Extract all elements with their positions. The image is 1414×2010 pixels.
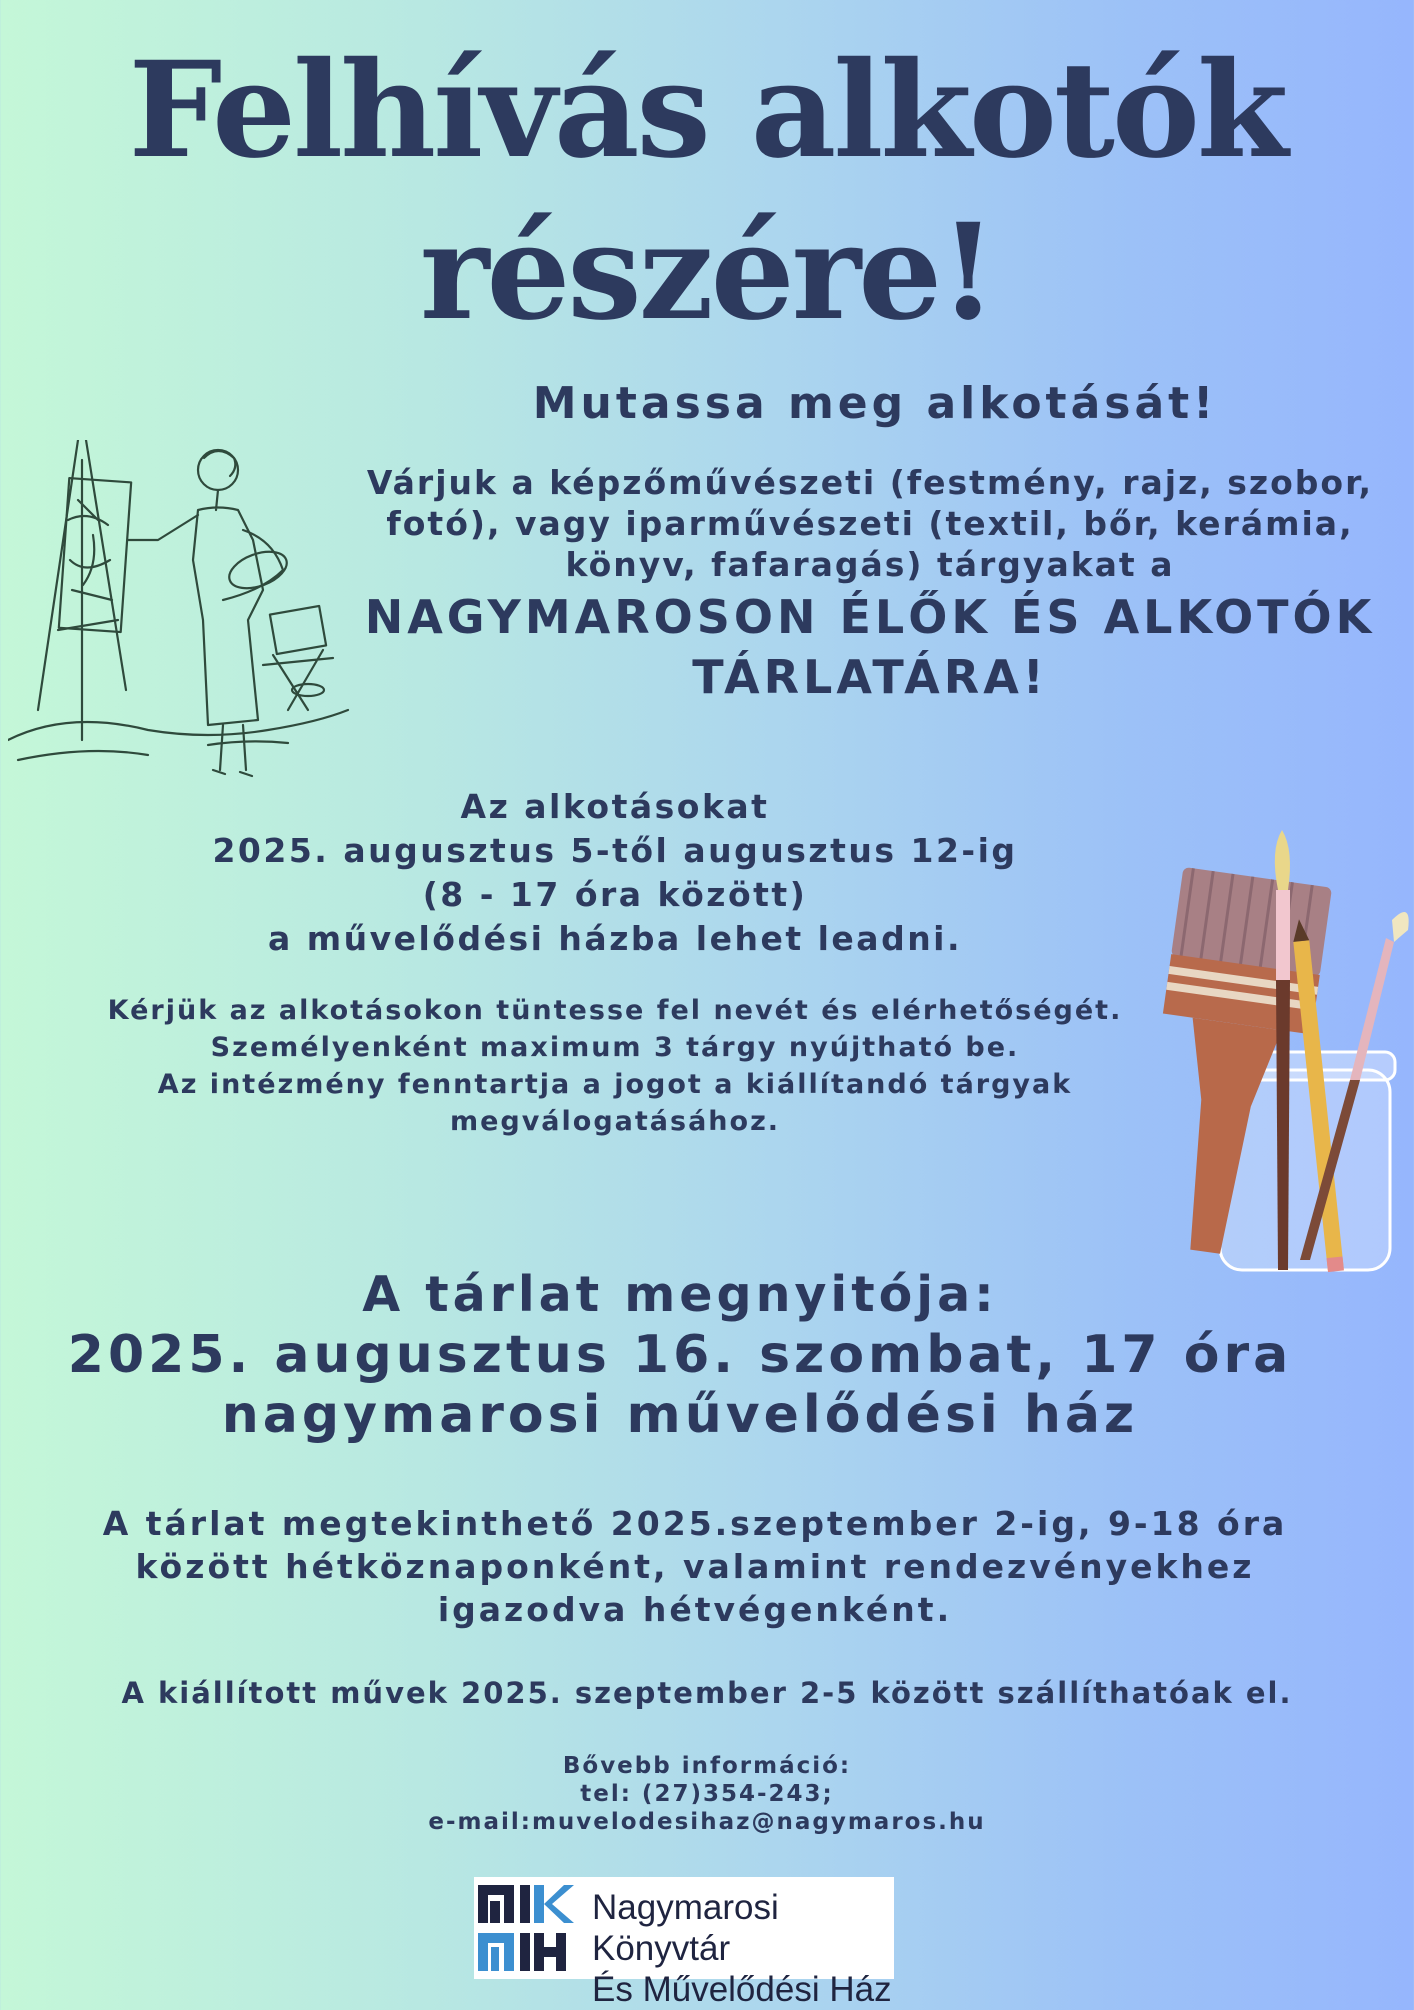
intro-text	[350, 462, 1390, 707]
opening-label: A tárlat megnyitója:	[362, 1266, 998, 1323]
dropoff-line-3: (8 - 17 óra között)	[422, 875, 808, 914]
contact-email[interactable]: e-mail:muvelodesihaz@nagymaros.hu	[428, 1809, 986, 1835]
notes	[40, 992, 1190, 1140]
note-line: Személyenként maximum 3 tárgy nyújtható be.	[210, 1032, 1020, 1063]
note-line: Kérjük az alkotásokon tüntesse fel nevét és elérhetőségét.	[107, 995, 1123, 1026]
page-title: Felhívás alkotók részére!	[128, 33, 1286, 350]
logo-mark-icon	[476, 1881, 576, 1975]
contact-heading: Bővebb információ:	[562, 1753, 852, 1779]
painter-illustration	[8, 440, 358, 790]
logo-text	[592, 1887, 894, 2010]
dropoff-info	[120, 785, 1110, 961]
brushes-jar-illustration	[1160, 820, 1414, 1290]
subtitle: Mutassa meg alkotását!	[532, 378, 1218, 429]
opening-info	[60, 1265, 1300, 1445]
opening-place: nagymarosi művelődési ház	[221, 1385, 1139, 1445]
intro-body: Várjuk a képzőművészeti (festmény, rajz, szobor, fotó), vagy iparművészeti (textil, bőr, kerámia, könyv, fafaragás) tárgyakat a	[366, 463, 1374, 584]
opening-date: 2025. augusztus 16. szombat, 17 óra	[67, 1325, 1293, 1385]
institution-logo	[474, 1877, 894, 2009]
intro-highlight: NAGYMAROSON ÉLŐK ÉS ALKOTÓK TÁRLATÁRA!	[364, 590, 1376, 704]
dropoff-line-2: 2025. augusztus 5-től augusztus 12-ig	[212, 831, 1018, 870]
contact-phone: tel: (27)354-243;	[580, 1781, 834, 1807]
note-line: Az intézmény fenntartja a jogot a kiállítandó tárgyak megválogatásához.	[157, 1069, 1073, 1137]
removal-info: A kiállított művek 2025. szeptember 2-5 között szállíthatóak el.	[121, 1676, 1293, 1710]
logo-line-1: Nagymarosi Könyvtár	[592, 1888, 779, 1968]
dropoff-line-1: Az alkotásokat	[460, 787, 770, 826]
viewing-info: A tárlat megtekinthető 2025.szeptember 2-ig, 9-18 óra között hétköznaponként, valamint rendezvényekhez igazodva hétvégenként.	[102, 1504, 1288, 1629]
logo-line-2: És Művelődési Ház	[592, 1970, 892, 2009]
dropoff-line-4: a művelődési házba lehet leadni.	[267, 919, 963, 958]
contact-info	[280, 1752, 1134, 1836]
